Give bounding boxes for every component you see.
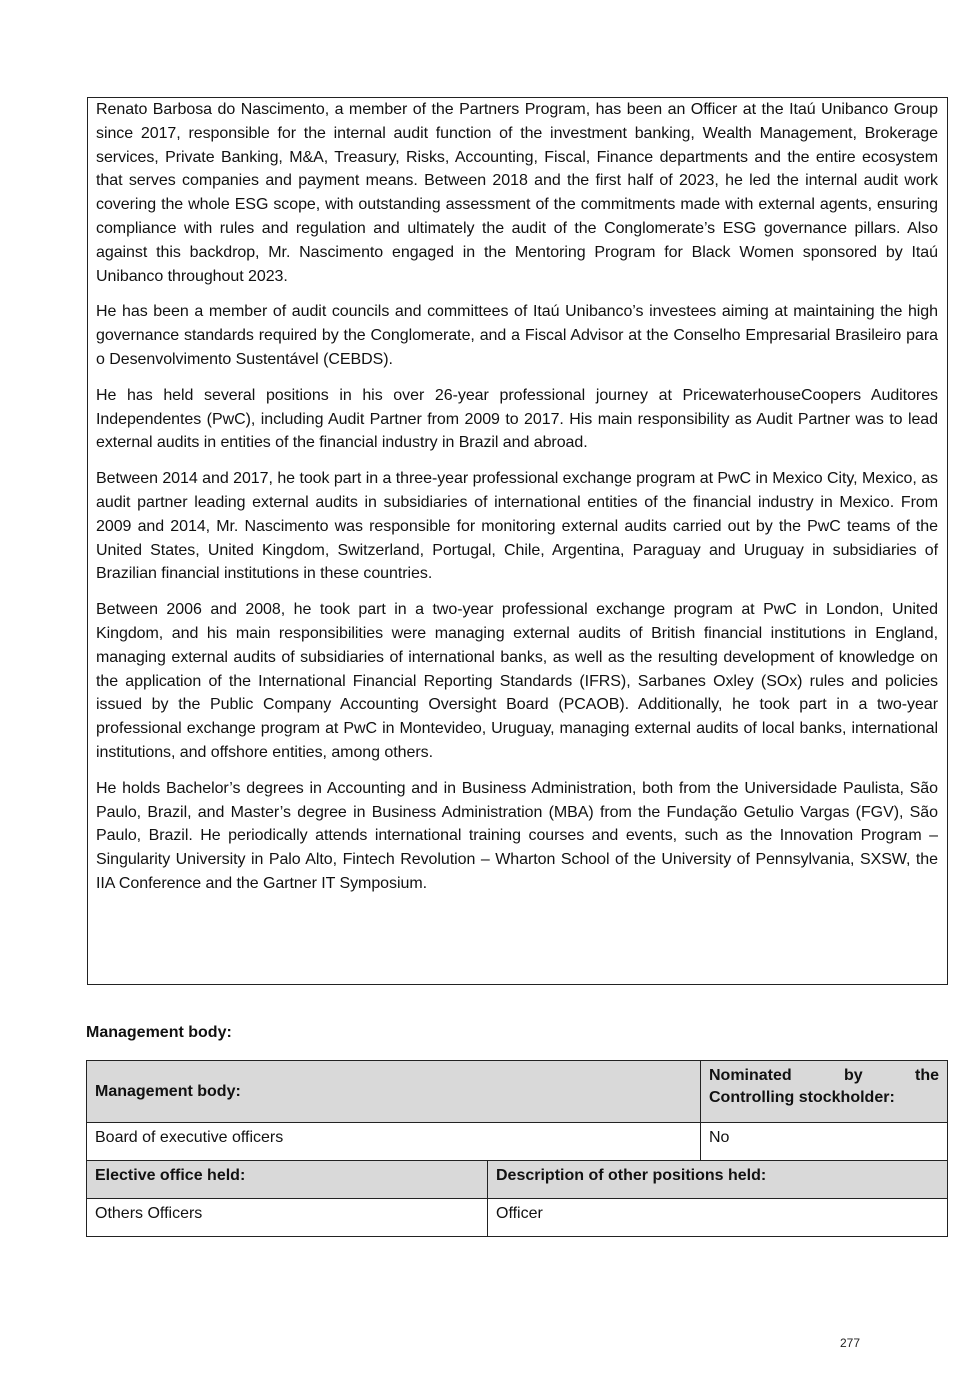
cell-nominated: No: [701, 1123, 948, 1161]
cell-other-positions: Officer: [488, 1199, 948, 1237]
table-row: [87, 1123, 948, 1161]
header-nominated-by-controlling-stockholder: [701, 1061, 948, 1123]
management-body-table: [86, 1060, 948, 1161]
biography-box: [87, 97, 948, 985]
bio-paragraph-1: Renato Barbosa do Nascimento, a member of the Partners Program, has been an Officer at the Itaú Unibanco Group since 2017, responsible for the internal audit function of the investment banking, Wealth Management, Brokerage services, Private Banking, M&A, Treasury, Risks, Accounting, Fiscal, Finance departments and the entire ecosystem that serves companies and payment means. Between 2018 and the first half of 2023, he led the internal audit work covering the whole ESG scope, with outstanding assessment of the commitments made with external agents, ensuring compliance with rules and regulation and ultimately the audit of the Conglomerate’s ESG governance pillars. Also against this backdrop, Mr. Nascimento engaged in the Mentoring Program for Black Women sponsored by Itaú Unibanco throughout 2023.: [96, 101, 938, 285]
page-number: 277: [840, 1336, 861, 1350]
cell-elective-office: Others Officers: [87, 1199, 488, 1237]
header-other-positions: Description of other positions held:: [488, 1161, 948, 1199]
header-nominated-line-2: Controlling stockholder:: [709, 1089, 895, 1106]
header-word: by: [844, 1067, 863, 1084]
header-management-body: Management body:: [87, 1061, 701, 1123]
bio-paragraph-3: He has held several positions in his over 26-year professional journey at PricewaterhouseCoopers Auditores Independentes (PwC), including Audit Partner from 2009 to 2017. His main responsibility as Audit Partner was to lead external audits in entities of the financial industry in Brazil and abroad.: [96, 386, 938, 452]
bio-paragraph-6: He holds Bachelor’s degrees in Accounting and in Business Administration, both from the Universidade Paulista, São Paulo, Brazil, and Master’s degree in Business Administration (MBA) from the Fundação Getulio Vargas (FGV), São Paulo, Brazil. He periodically attends international training courses and events, such as the Innovation Program – Singularity University in Palo Alto, Fintech Revolution – Wharton School of the University of Pennsylvania, SXSW, the IIA Conference and the Gartner IT Symposium.: [96, 779, 938, 892]
bio-paragraph-4: Between 2014 and 2017, he took part in a three-year professional exchange program at PwC in Mexico City, Mexico, as audit partner leading external audits in subsidiaries of international entities of the financial industry in Mexico. From 2009 and 2014, Mr. Nascimento was responsible for monitoring external audits carried out by the PwC teams of the United States, United Kingdom, Switzerland, Portugal, Chile, Argentina, Paraguay and Uruguay in subsidiaries of Brazilian financial institutions in these countries.: [96, 470, 938, 583]
table-row: [87, 1199, 948, 1237]
header-word: the: [915, 1067, 939, 1084]
table-header-row: [87, 1161, 948, 1199]
cell-management-body: Board of executive officers: [87, 1123, 701, 1161]
table-header-row: [87, 1061, 948, 1123]
header-word: Nominated: [709, 1067, 792, 1084]
elective-office-table: [86, 1160, 948, 1237]
bio-paragraph-2: He has been a member of audit councils and committees of Itaú Unibanco’s investees aiming at maintaining the high governance standards required by the Conglomerate, and a Fiscal Advisor at the Conselho Empresarial Brasileiro para o Desenvolvimento Sustentável (CEBDS).: [96, 303, 938, 368]
header-elective-office: Elective office held:: [87, 1161, 488, 1199]
bio-paragraph-5: Between 2006 and 2008, he took part in a two-year professional exchange program at PwC in London, United Kingdom, and his main responsibilities were managing external audits of British financial institutions in England, managing external audits of subsidiaries of international banks, as well as the resulting development of knowledge on the application of the International Financial Reporting Standards (IFRS), Sarbanes Oxley (SOx) rules and policies issued by the Public Company Accounting Oversight Board (PCAOB). Additionally, he took part in a two-year professional exchange program at PwC in Montevideo, Uruguay, managing external audits of local banks, international institutions, and offshore entities, among others.: [96, 601, 938, 761]
header-nominated-line-1: [709, 1065, 939, 1087]
section-heading-management-body: Management body:: [86, 1024, 232, 1041]
